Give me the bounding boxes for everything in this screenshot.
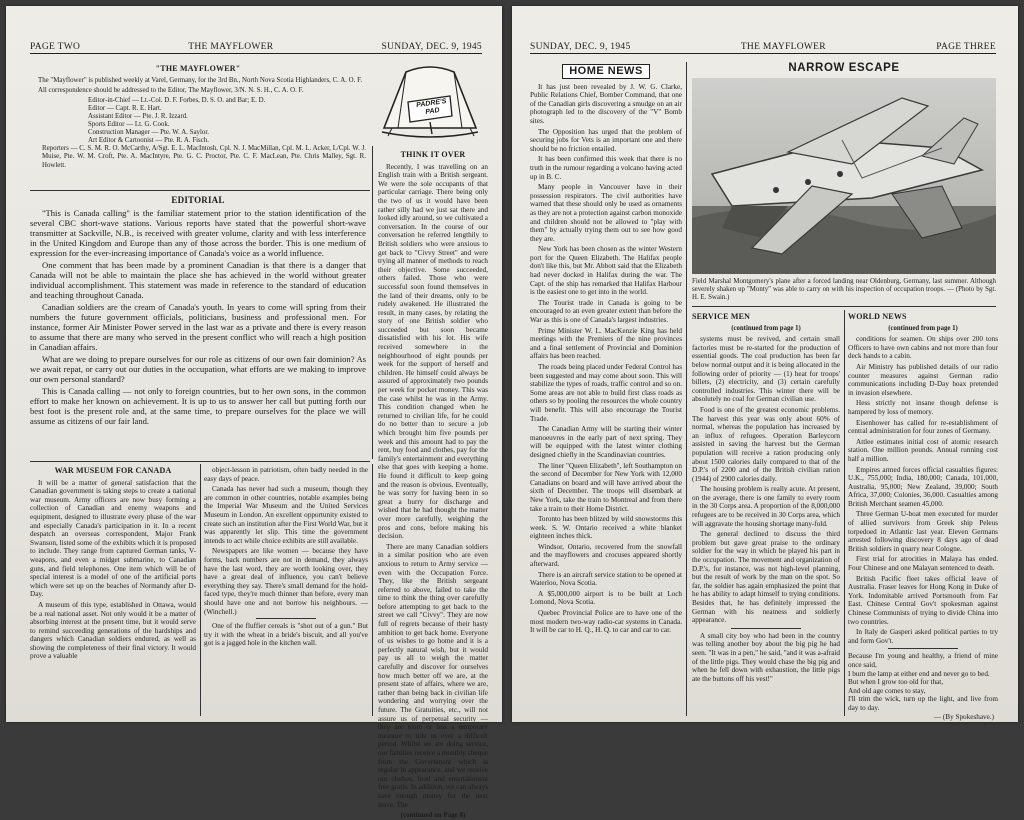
photo-caption: Field Marshal Montgomery's plane after a forced landing near Oldenburg, Germany, last summer. Although severely shaken up "Monty" was able to carry on with his inspection of occupation troops. — (Photo by Sgt. H. E. Swain.): [692, 278, 996, 302]
left-header-paper-title: THE MAYFLOWER: [188, 42, 274, 52]
service-men-paragraph: The housing problem is really acute. At present, on the average, there is one family to every room in the 30 Corps area. A proportion of the 8,000,000 refugees are to be received in 30 Corps area, which will aggravate the housing shortage many-fold.: [692, 485, 840, 528]
editorial-paragraph: Canadian soldiers are the cream of Canada's youth. In years to come will spring from their numbers the future government officials, politicians, business and professional men. For instance, former Air Minister Power served in the last war as a private and there is every reason to assume that there are many who served in the present conflict who will reach a high position in Canadian affairs.: [30, 301, 366, 352]
world-news-heading: WORLD NEWS: [848, 312, 907, 321]
editorial-paragraph: What are we doing to prepare ourselves for our role as citizens of our own fair dominion? As we await repat, or carry out our duties in the occupation, what efforts are we making to improve our own personal standard?: [30, 353, 366, 384]
think-paragraph: Recently, I was travelling on an English train with a British sergeant. We were the sole occupants of that particular carriage. There being only the two of us it would have been rather silly had we just sat there and looked idly around, so we cultivated a conversation. In the course of our conversation he referred lengthily to British soldiers who were anxious to get back to "Civvy Street" and were trying all manner of methods to reach their objective. Some succeeded, others failed. Those who were successful soon found themselves in the land of their dreams, only to be rudely awakened. He illustrated the result, in many cases, by relating the story of one British soldier who succeeded but soon became dissatisfied with his lot. His wife received somewhere in the neighbourhood of eight pounds per week for the support of herself and children. He himself could always be assured of approximately two pounds per week for pocket money. This was the case whilst he was in the Army. This condition changed when he returned to civilian life, for he could do no better than to secure a job which brought him five pounds per week and this amount had to pay the rent, buy food and clothes, pay for the family's entertainment and everything else that goes with keeping a home. He found it difficult to keep going and the reason is obvious. Eventually, he was sorry for having been in so great a hurry for discharge and wished that he had thought the matter over more carefully, weighing the pros and cons, before making his decision.: [378, 162, 488, 541]
world-news-item: Three German U-boat men executed for murder of allied survivors from Greek ship Peleus torpedoed in Atlantic last year. Eleven Germans arrested following discovery 8 days ago of dead British soldiers in quarry near Cologne.: [848, 510, 998, 553]
world-news-item: British Pacific fleet takes official leave of Australia. Fraser leaves for Hong Kong in Duke of York. Indomitable arrived Portsmouth from Far East. Chinese Central Gov't spokesman against Chinese Communists of trying to divide China into two countries.: [848, 574, 998, 626]
filler-paragraph: One of the fluffier cereals is "shot out of a gun." But try it with the wheat in a bride's biscuit, and all you've got is a jagged hole in the kitchen wall.: [204, 622, 368, 648]
home-news-item: The Opposition has urged that the problem of securing jobs for Vets is an important one and there should be no friction entailed.: [530, 127, 682, 153]
right-page-header: [530, 40, 996, 54]
column-divider: [686, 62, 687, 716]
world-news-item: conditions for seamen. On ships over 200 tons Officers to have own cabins and not more than four deck hands to a cabin.: [848, 335, 998, 361]
column-divider: [844, 310, 845, 716]
masthead-box: [30, 62, 366, 190]
editorial-paragraph: "This is Canada calling" is the familiar statement prior to the station identification of the several CBC short-wave stations. Various reports have stated that the powerful short-wave transmitter at Sackville, N.B., is received with greater volume, clarity and with less interference in the United Kingdom and Europe than any of those across the border. This is one medium of expression for the ever-increasing importance of Canada's voice as a world influence.: [30, 207, 366, 258]
service-men-article: [692, 310, 840, 716]
world-news-item: Air Ministry has published details of our radio counter measures against German radio communications including D-Day hoax pretended in invasion elsewhere.: [848, 362, 998, 397]
continued-from-note: (continued from page 1): [731, 324, 801, 332]
cartoon-sign-text: PADRE'S PAD: [415, 97, 447, 116]
world-news-item: Empires armed forces official casualties figures: U.K., 755,000; India, 180,000; Canada, 101,000, Australia, 95,000; New Zealand, 39,000; South Africa, 37,000; Colonies, 36,000. Casualties among British Merchant seamen 45,000.: [848, 465, 998, 508]
service-men-heading: SERVICE MEN: [692, 312, 751, 321]
service-men-paragraph: Food is one of the greatest economic problems. The harvest this year was only about 60% of normal, whereas the population has increased by an influx of refugees. Operation Barleycorn assisted in saving the harvest but the German population will receive a ration producing only about 1500 calories daily compared to that of the D.P.'s of 2200 and of the British civilian ration (1944) of 2900 calories daily.: [692, 405, 840, 483]
home-news-item: Prime Minister W. L. MacKenzie King has held meetings with the Premiers of the nine provinces and a final settlement of Provincial and Dominion affairs has been reached.: [530, 326, 682, 361]
world-news-item: In Italy de Gasperi asked political parties to try and form Gov't.: [848, 628, 998, 645]
museum-paragraph: Canada has never had such a museum, though they are common in other countries, notable examples being the Imperial War Museum and the United Services Museum in London. An excellent opportunity existed to create such an institution after the First World War, but it was apparently let slip. This time the government intends to act while choice exhibits are still available.: [204, 485, 368, 545]
left-header-page-number: PAGE TWO: [30, 42, 81, 52]
masthead-line: All correspondence should be addressed to the Editor, The Mayflower, 3/N. N. S. H., C. A. O. F.: [38, 86, 304, 94]
masthead-title: "THE MAYFLOWER": [155, 64, 241, 73]
continued-from-note: (continued from page 1): [888, 324, 958, 332]
home-news-item: Toronto has been blitzed by wild snowstorms this week. S. W. Ontario received a white blanket eighteen inches thick.: [530, 515, 682, 541]
home-news-item: Windsor, Ontario, recovered from the snowfall and the mayflowers and crocuses appeared shortly afterward.: [530, 542, 682, 569]
right-page: [512, 6, 1018, 722]
staff-entry: Editor-in-Chief — Lt.-Col. D. F. Forbes, D. S. O. and Bar; E. D.: [88, 96, 266, 104]
home-news-article: [530, 62, 682, 716]
filler-paragraph: Newspapers are like women — because they have forms, back numbers are not in demand, they always have the last word, they are worth looking over, they have a great deal of influence, you can't believe everything they say. There's small demand for the hold-faced type, they're much thinner than before, every man should have one and not borrow his neighbours. — (Winchell.): [204, 547, 368, 616]
left-page: [6, 6, 502, 820]
museum-paragraph: A museum of this type, established in Ottawa, would be a real national asset. Not only would it be a matter of absorbing interest at the present time, but it would serve to remind succeeding generations of the hardships and dangers which Canadian soldiers endured, as well as showing the completeness of their final victory. It would prove a valuable: [30, 600, 196, 661]
war-museum-heading: WAR MUSEUM FOR CANADA: [54, 466, 172, 475]
think-it-over-article: [378, 148, 488, 820]
staff-entry: Art Editor & Cartoonist — Pte. R. A. Fisch.: [88, 137, 209, 145]
staff-entry: Editor — Capt. R. E. Hart.: [88, 104, 162, 112]
poem-line: And old age comes to stay,: [848, 686, 926, 695]
divider: [692, 306, 996, 307]
war-museum-article: [30, 464, 196, 716]
column-divider: [200, 464, 201, 716]
museum-paragraph: object-lesson in patriotism, often badly needed in the easy days of peace.: [204, 466, 368, 483]
home-news-item: Quebec Provincial Police are to have one of the most modern two-way radio-car systems in Canada. It will be car to H. Q., H. Q. to car and car to car.: [530, 609, 682, 635]
home-news-item: The roads being placed under Federal Control has been suggested and may come about soon. This will stabilize the types of roads, traffic control and so on. Some areas are not able to build first class roads as others so by pooling the resources the whole country will benefit. This will also encourage the Tourist Trade.: [530, 363, 682, 423]
home-news-item: It has been confirmed this week that there is no truth in the rumour regarding a volcano having acted up in B. C.: [530, 155, 682, 181]
divider: [888, 648, 958, 649]
continued-note: (continued on Page 8): [400, 811, 466, 820]
poem: [848, 652, 998, 721]
right-header-page-number: PAGE THREE: [936, 42, 996, 52]
anecdote-paragraph: A small city boy who had been in the country was telling another boy about the big pig he had seen. "It was in a pen," he said, "and it was a-afraid of the little pigs. They would chase the big pig and when he fell down with exhaustion, the little pigs ate the buttons off his vest!": [692, 631, 840, 683]
poem-line: But when I grow too old for that,: [848, 678, 944, 687]
masthead-line: The "Mayflower" is published weekly at Varel, Germany, for the 3rd Bn., North Nova Scotia Highlanders, C. A. O. F.: [38, 76, 363, 84]
poem-line: I'll trim the wick, turn up the light, and live from day to day.: [848, 695, 998, 712]
service-men-paragraph: The general declined to discuss the third problem but gave great praise to the ordinary soldier for the way in which he played his part in the occupation. The movement and organization of D.P.'s, for instance, was not high-level planning, but the result of work by the man on the spot. So far, the soldier has again emphasized the point that he has ability to adapt himself to trying conditions. Besides that, he has definitely impressed the German with his neatness and soldierly appearance.: [692, 530, 840, 625]
left-page-header: [30, 40, 482, 54]
divider: [731, 628, 801, 629]
editorial-paragraph: One comment that has been made by a prominent Canadian is that there is a danger that Canada will not be able to maintain the place she has achieved in the world without greater individual accomplishment. This statement was made in reference to the standard of education and teaching throughout Canada.: [30, 259, 366, 300]
column-divider: [372, 464, 373, 716]
think-it-over-heading: THINK IT OVER: [400, 150, 466, 159]
left-header-date: SUNDAY, DEC. 9, 1945: [381, 42, 482, 52]
poem-line: I burn the lamp at either end and never go to bed.: [848, 669, 990, 678]
narrow-escape-heading: NARROW ESCAPE: [788, 62, 900, 74]
world-news-item: Hess strictly not insane though defense is hampered by loss of memory.: [848, 399, 998, 416]
poem-signature: — (By Spokeshave.): [933, 712, 994, 721]
staff-entry-reporters: Reporters — C. S. M. R. O. McCarthy, A/Sgt. E. L. MacIntosh, Cpl. N. J. MacMillan, Cpl. M. L. Acker, L/Cpl. W. J. Muise, Pte. W. M. Croft, Pte. A. MacIntyre, Pte. G. C. Proctor, Pte. C. F. MacLean, Pte. Chris Malley, Sgt. R. Howlett.: [42, 145, 366, 169]
staff-entry: Sports Editor — Lt. G. Cook.: [88, 121, 170, 129]
home-news-item: The Canadian Army will be starting their winter manoeuvres in the early part of next spring. They will be equipped with the latest winter clothing designed chiefly in the Scandinavian countries.: [530, 425, 682, 459]
world-news-article: [848, 310, 998, 721]
world-news-item: Eisenhower has called for re-establishment of central administration for four zones of Germany.: [848, 418, 998, 436]
staff-entry: Construction Manager — Pte. W. A. Saylor.: [88, 129, 209, 137]
crashed-plane-photo: [692, 78, 996, 274]
think-paragraph: There are many Canadian soldiers in a similar position who are even anxious to return to Army service — even with the Occupation Force. They, like the British sergeant referred to above, failed to take the time to think the thing over carefully before attempting to get back to the street we call "Civvy". They are now full of regrets because of their hasty ambition to get back home. Everyone of us wishes to go home and it is a perfectly natural wish, but it would pay us all to weigh the matter carefully and discover for ourselves how much better off we are, at the present state of affairs, where we are, rather than being back in civilian life wondering and worrying over the future. The Gratuities, etc., will not assure us of perpetual security — they are more or less a temporary measure to tide us over a difficult period. Whilst we are doing service, our families receive a monthly cheque from the Government which is regular in appearance, and we receive our clothes, food and entertainment free gratis. In addition, we can always save enough money for the next leave. The: [378, 542, 488, 809]
home-news-item: The Tourist trade in Canada is going to be encouraged to an even greater extent than before the War as this is one of Canada's largest industries.: [530, 298, 682, 325]
divider: [256, 618, 316, 619]
home-news-item: The liner "Queen Elizabeth", left Southampton on the second of December for New York with 12,000 Canadians on board and will have arrived about the sixth of December. The troops will disembark at New York, take the train to Montreal and from there take a train to their Home District.: [530, 461, 682, 513]
service-men-paragraph: systems must be revived, and certain small factories must be re-started for the production of essential goods. The coal production has been far below normal output and it is being allocated in the following order of priority — (1) heat for troops' billets, (2) electricity, and (3) certain carefully controlled industries. This winter there will be absolutely no coal for German civilian use.: [692, 335, 840, 404]
war-museum-continued: [204, 466, 368, 716]
column-divider: [372, 146, 373, 459]
divider: [30, 461, 370, 462]
padres-pad-cartoon: [378, 58, 482, 144]
staff-entry: Assistant Editor — Pte. J. R. Izzard.: [88, 112, 188, 120]
poem-line: Because I'm young and healthy, a friend of mine once said,: [848, 652, 998, 669]
editorial-article: [30, 193, 366, 459]
divider: [30, 190, 370, 191]
home-news-item: New York has been chosen as the winter Western port for the Queen Elizabeth. The Halifax people don't like this, but Mr. Abbott said that the Elizabeth had never docked in Halifax during the war. The Capt. of the ship has remarked that Halifax Harbour is the easiest one to get into in the world.: [530, 245, 682, 297]
right-header-date: SUNDAY, DEC. 9, 1945: [530, 42, 631, 52]
world-news-item: First trial for atrocities in Malaya has ended. Four Chinese and one Malayan sentenced to death.: [848, 555, 998, 573]
home-news-item: Many people in Vancouver have in their possession respirators. The civil authorities have warned that these should only be used as ornaments as they are not a protection against carbon monoxide and children should not be allowed to "play with them" by actually trying them out to see how good they are.: [530, 183, 682, 243]
home-news-item: It has just been revealed by J. W. G. Clarke, Public Relations Chief, Bomber Command, that one of the Canadian girls discovering a smudge on an air photograph led to the discovery of the "V" Bomb sites.: [530, 82, 682, 125]
world-news-item: Attlee estimates initial cost of atomic research station. One million pounds. Annual running cost half a million.: [848, 437, 998, 463]
home-news-item: There is an aircraft service station to be opened at Waterloo, Nova Scotia.: [530, 570, 682, 588]
museum-paragraph: It will be a matter of general satisfaction that the Canadian government is taking steps to create a national war museum. Army officers are now busy forming a collection of Canadian and enemy weapons and equipment, designed to illustrate every phase of the war and especially Canada's participation in it. In a recent despatch an overseas correspondent, Major Frank Swanson, listed some of the exhibits which it is proposed to include. They range from captured German tanks, V-weapons, and even a midget submarine, to Canadian guns, and field telephones. One item which will be of special interest is a model of one of the artificial ports which were set up on the beaches of Normandy after D-Day.: [30, 478, 196, 599]
editorial-heading: EDITORIAL: [171, 195, 225, 205]
editorial-paragraph: This is Canada calling — not only to foreign countries, but to her own sons, in the common effort to make her known on achievement. It is up to us to answer her call but putting forth our best foot is the present role and, at the same time, to prepare ourselves for the place we will assume as citizens of our fair land.: [30, 385, 366, 426]
home-news-item: A $5,000,000 airport is to be built at Loch Lomond, Nova Scotia.: [530, 589, 682, 607]
right-header-paper-title: THE MAYFLOWER: [740, 42, 826, 52]
home-news-heading: HOME NEWS: [562, 64, 650, 79]
wrecked-aircraft-icon: [692, 78, 996, 274]
